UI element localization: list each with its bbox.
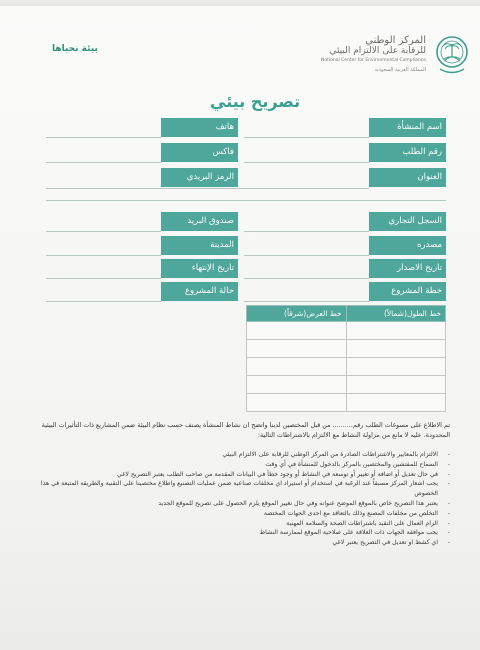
coordinates-row [247,340,446,358]
request-number-field[interactable] [244,162,369,163]
coordinates-row [247,376,446,394]
document-title: تصريح بيئي [210,92,301,111]
terms-intro: تم الاطلاع على مسوغات الطلب رقم.......... من قبل المختصين لدينا واتضح ان نشاط المنشأة يصنف حسب نظام البيئة ضمن المشاريع ذات التأثيرات البيئية المحدودة، عليه لا مانع من مزاولة النشاط مع الالتزام بالاشتراطات التالية: [41,421,450,439]
issue-date-field[interactable] [244,278,369,279]
org-name-line2: للرقابة على الالتزام البيئي [329,46,426,56]
city-field[interactable] [46,255,161,256]
latitude-cell[interactable] [247,358,347,376]
terms-item: - السماح للمفتشين والمختصين بالمركز بالدخول للمنشأة في أي وقت [40,460,450,470]
country-name: المملكة العربية السعودية [374,67,426,73]
coordinates-table [246,305,446,412]
coordinates-row [247,394,446,412]
org-name-english: National Center for Environmental Compliance [320,58,426,63]
address-field[interactable] [46,188,369,189]
longitude-cell[interactable] [346,322,446,340]
terms-item: - يعتبر هذا التصريح خاص بالموقع الموضح عنوانه وفي حال تغيير الموقع يلزم الحصول على تصريح للموقع الجديد [40,499,450,509]
terms-item: - الزام العمال على التقيد باشتراطات الصحة والسلامة المهنية [40,519,450,529]
address-field-line2[interactable] [46,200,446,201]
phone-field[interactable] [46,137,161,138]
commercial-register-field[interactable] [244,231,369,232]
field-label-po-box: صندوق البريد [161,212,238,231]
saudi-emblem-icon [432,34,472,78]
slogan: بيئة نحياها [52,44,98,54]
terms-item: - الالتزام بالمعايير والاشتراطات الصادرة من المركز الوطني للرقابة على الالتزام البيئي [40,450,450,460]
field-label-commercial-register: السجل التجاري [369,212,446,231]
latitude-cell[interactable] [247,322,347,340]
project-status-field[interactable] [46,301,161,302]
longitude-cell[interactable] [346,394,446,412]
fax-field[interactable] [46,162,161,163]
bottom-fade [0,560,480,650]
field-label-postal-code: الرمز البريدي [161,168,238,187]
coordinates-row [247,322,446,340]
field-label-issue-date: تاريخ الاصدار [369,259,446,278]
field-label-phone: هاتف [161,118,238,137]
field-label-fax: فاكس [161,143,238,162]
field-label-project-status: حالة المشروع [161,282,238,301]
terms-item: - يجب موافقة الجهات ذات العلاقة على صلاحية الموقع لممارسة النشاط [40,528,450,538]
top-edge [0,0,480,6]
project-plan-field[interactable] [244,301,369,302]
field-label-request-number: رقم الطلب [369,143,446,162]
longitude-cell[interactable] [346,376,446,394]
coordinates-row [247,358,446,376]
org-name-line1: المركز الوطني [365,35,426,46]
latitude-cell[interactable] [247,394,347,412]
terms-list [40,450,450,548]
terms-item: - اي كشط او تعديل في التصريح يعتبر لاغي [40,538,450,548]
coordinates-header-row [247,306,446,322]
latitude-cell[interactable] [247,340,347,358]
field-label-address: العنوان [369,168,446,187]
field-label-city: المدينة [161,236,238,255]
latitude-cell[interactable] [247,376,347,394]
expiry-date-field[interactable] [46,278,161,279]
terms-item: - في حال تعديل أو اضافة أو تغيير أو توسعة في النشاط أو وجود خطأ في البيانات المقدمة من صاحب الطلب يعتبر التصريح لاغي [40,470,450,480]
po-box-field[interactable] [46,231,161,232]
facility-name-field[interactable] [244,137,369,138]
source-field[interactable] [244,255,369,256]
field-label-project-plan: خطة المشروع [369,282,446,301]
field-label-source: مصدره [369,236,446,255]
longitude-cell[interactable] [346,358,446,376]
longitude-header: خط الطول(شمالاً) [346,306,446,322]
terms-item: - التخلص من مخلفات المصنع وذلك بالتعاقد مع احدى الجهات المختصة [40,509,450,519]
field-label-expiry-date: تاريخ الإنتهاء [161,259,238,278]
field-label-facility-name: اسم المنشأة [369,118,446,137]
latitude-header: خط العرض(شرقاً) [247,306,347,322]
terms-item: - يجب اشعار المركز مسبقاً عند الرغبة في استخدام أو استيراد اي مخلفات صناعية ضمن عمليات التصنيع واطلاع مختصينا على التقنية والطريقة المتبعة في هذا الخصوص [40,479,450,499]
longitude-cell[interactable] [346,340,446,358]
